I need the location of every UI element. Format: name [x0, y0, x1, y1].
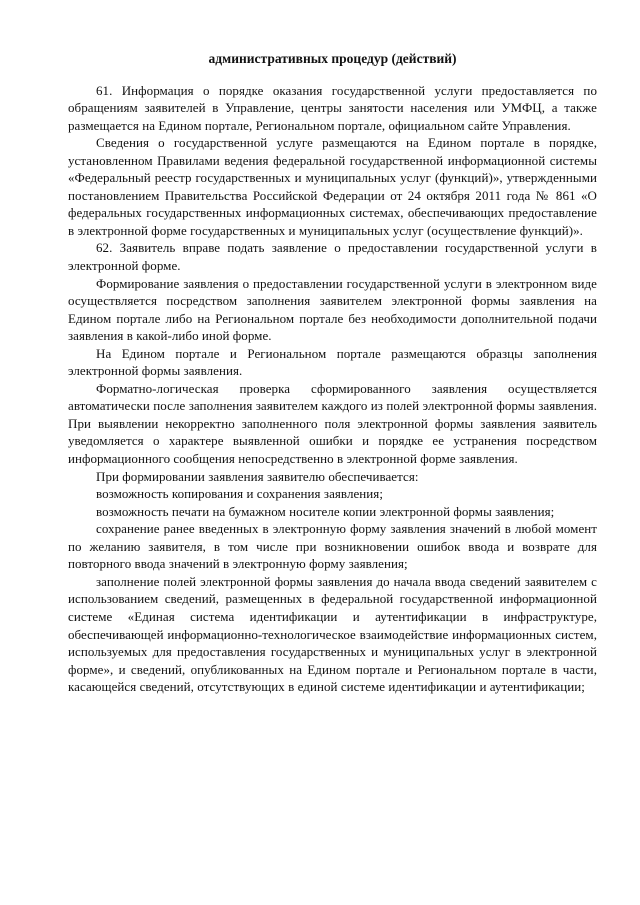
- paragraph-form-samples: На Едином портале и Региональном портале размещаются образцы заполнения электронной формы заявления.: [68, 345, 597, 379]
- list-item-keep-values: сохранение ранее введенных в электронную форму заявления значений в любой момент по желанию заявителя, в том числе при возникновении ошибок ввода и возврате для повторного ввода значений в электронную форму заявления;: [68, 521, 597, 572]
- list-item-copy-save: возможность копирования и сохранения заявления;: [96, 486, 384, 502]
- paragraph-form-creation: Формирование заявления о предоставлении государственной услуги в электронном виде осуществляется посредством заполнения заявителем электронной формы заявления на Едином портале либо на Региональном портале без необходимости дополнительной подачи заявления в какой-либо иной форме.: [68, 275, 597, 344]
- list-item-autofill: заполнение полей электронной формы заявления до начала ввода сведений заявителем с использованием сведений, размещенных в федеральной государственной информационной системе «Единая система идентификации и аутентификации в инфраструктуре, обеспечивающей информационно-технологическое взаимодействие информационных систем, используемых для предоставления государственных и муниципальных услуг в электронной форме», и сведений, опубликованных на Едином портале и Региональном портале в части, касающейся сведений, отсутствующих в единой системе идентификации и аутентификации;: [68, 573, 597, 695]
- section-heading: административных процедур (действий): [208, 51, 457, 66]
- paragraph-62: 62. Заявитель вправе подать заявление о предоставлении государственной услуги в электронной форме.: [68, 240, 597, 274]
- paragraph-provisions-intro: При формировании заявления заявителю обеспечивается:: [96, 468, 419, 484]
- paragraph-format-check: Форматно-логическая проверка сформированного заявления осуществляется автоматически после заполнения заявителем каждого из полей электронной формы заявления. При выявлении некорректно заполненного поля электронной формы заявления заявитель уведомляется о характере выявленной ошибки и порядке ее устранения посредством информационного сообщения непосредственно в электронной форме заявления.: [68, 380, 597, 467]
- document-page: [68, 50, 597, 696]
- paragraph-61: 61. Информация о порядке оказания государственной услуги предоставляется по обращениям заявителей в Управление, центры занятости населения или УМФЦ, а также размещается на Едином портале, Региональном портале, официальном сайте Управления.: [68, 82, 597, 133]
- paragraph-portal-info: Сведения о государственной услуге размещаются на Едином портале в порядке, установленном Правилами ведения федеральной государственной информационной системы «Федеральный реестр государственных и муниципальных услуг (функций)», утвержденными постановлением Правительства Российской Федерации от 24 октября 2011 года № 861 «О федеральных государственных информационных системах, обеспечивающих предоставление в электронной форме государственных и муниципальных услуг (осуществление функций)».: [68, 135, 597, 238]
- list-item-print: возможность печати на бумажном носителе копии электронной формы заявления;: [96, 503, 555, 519]
